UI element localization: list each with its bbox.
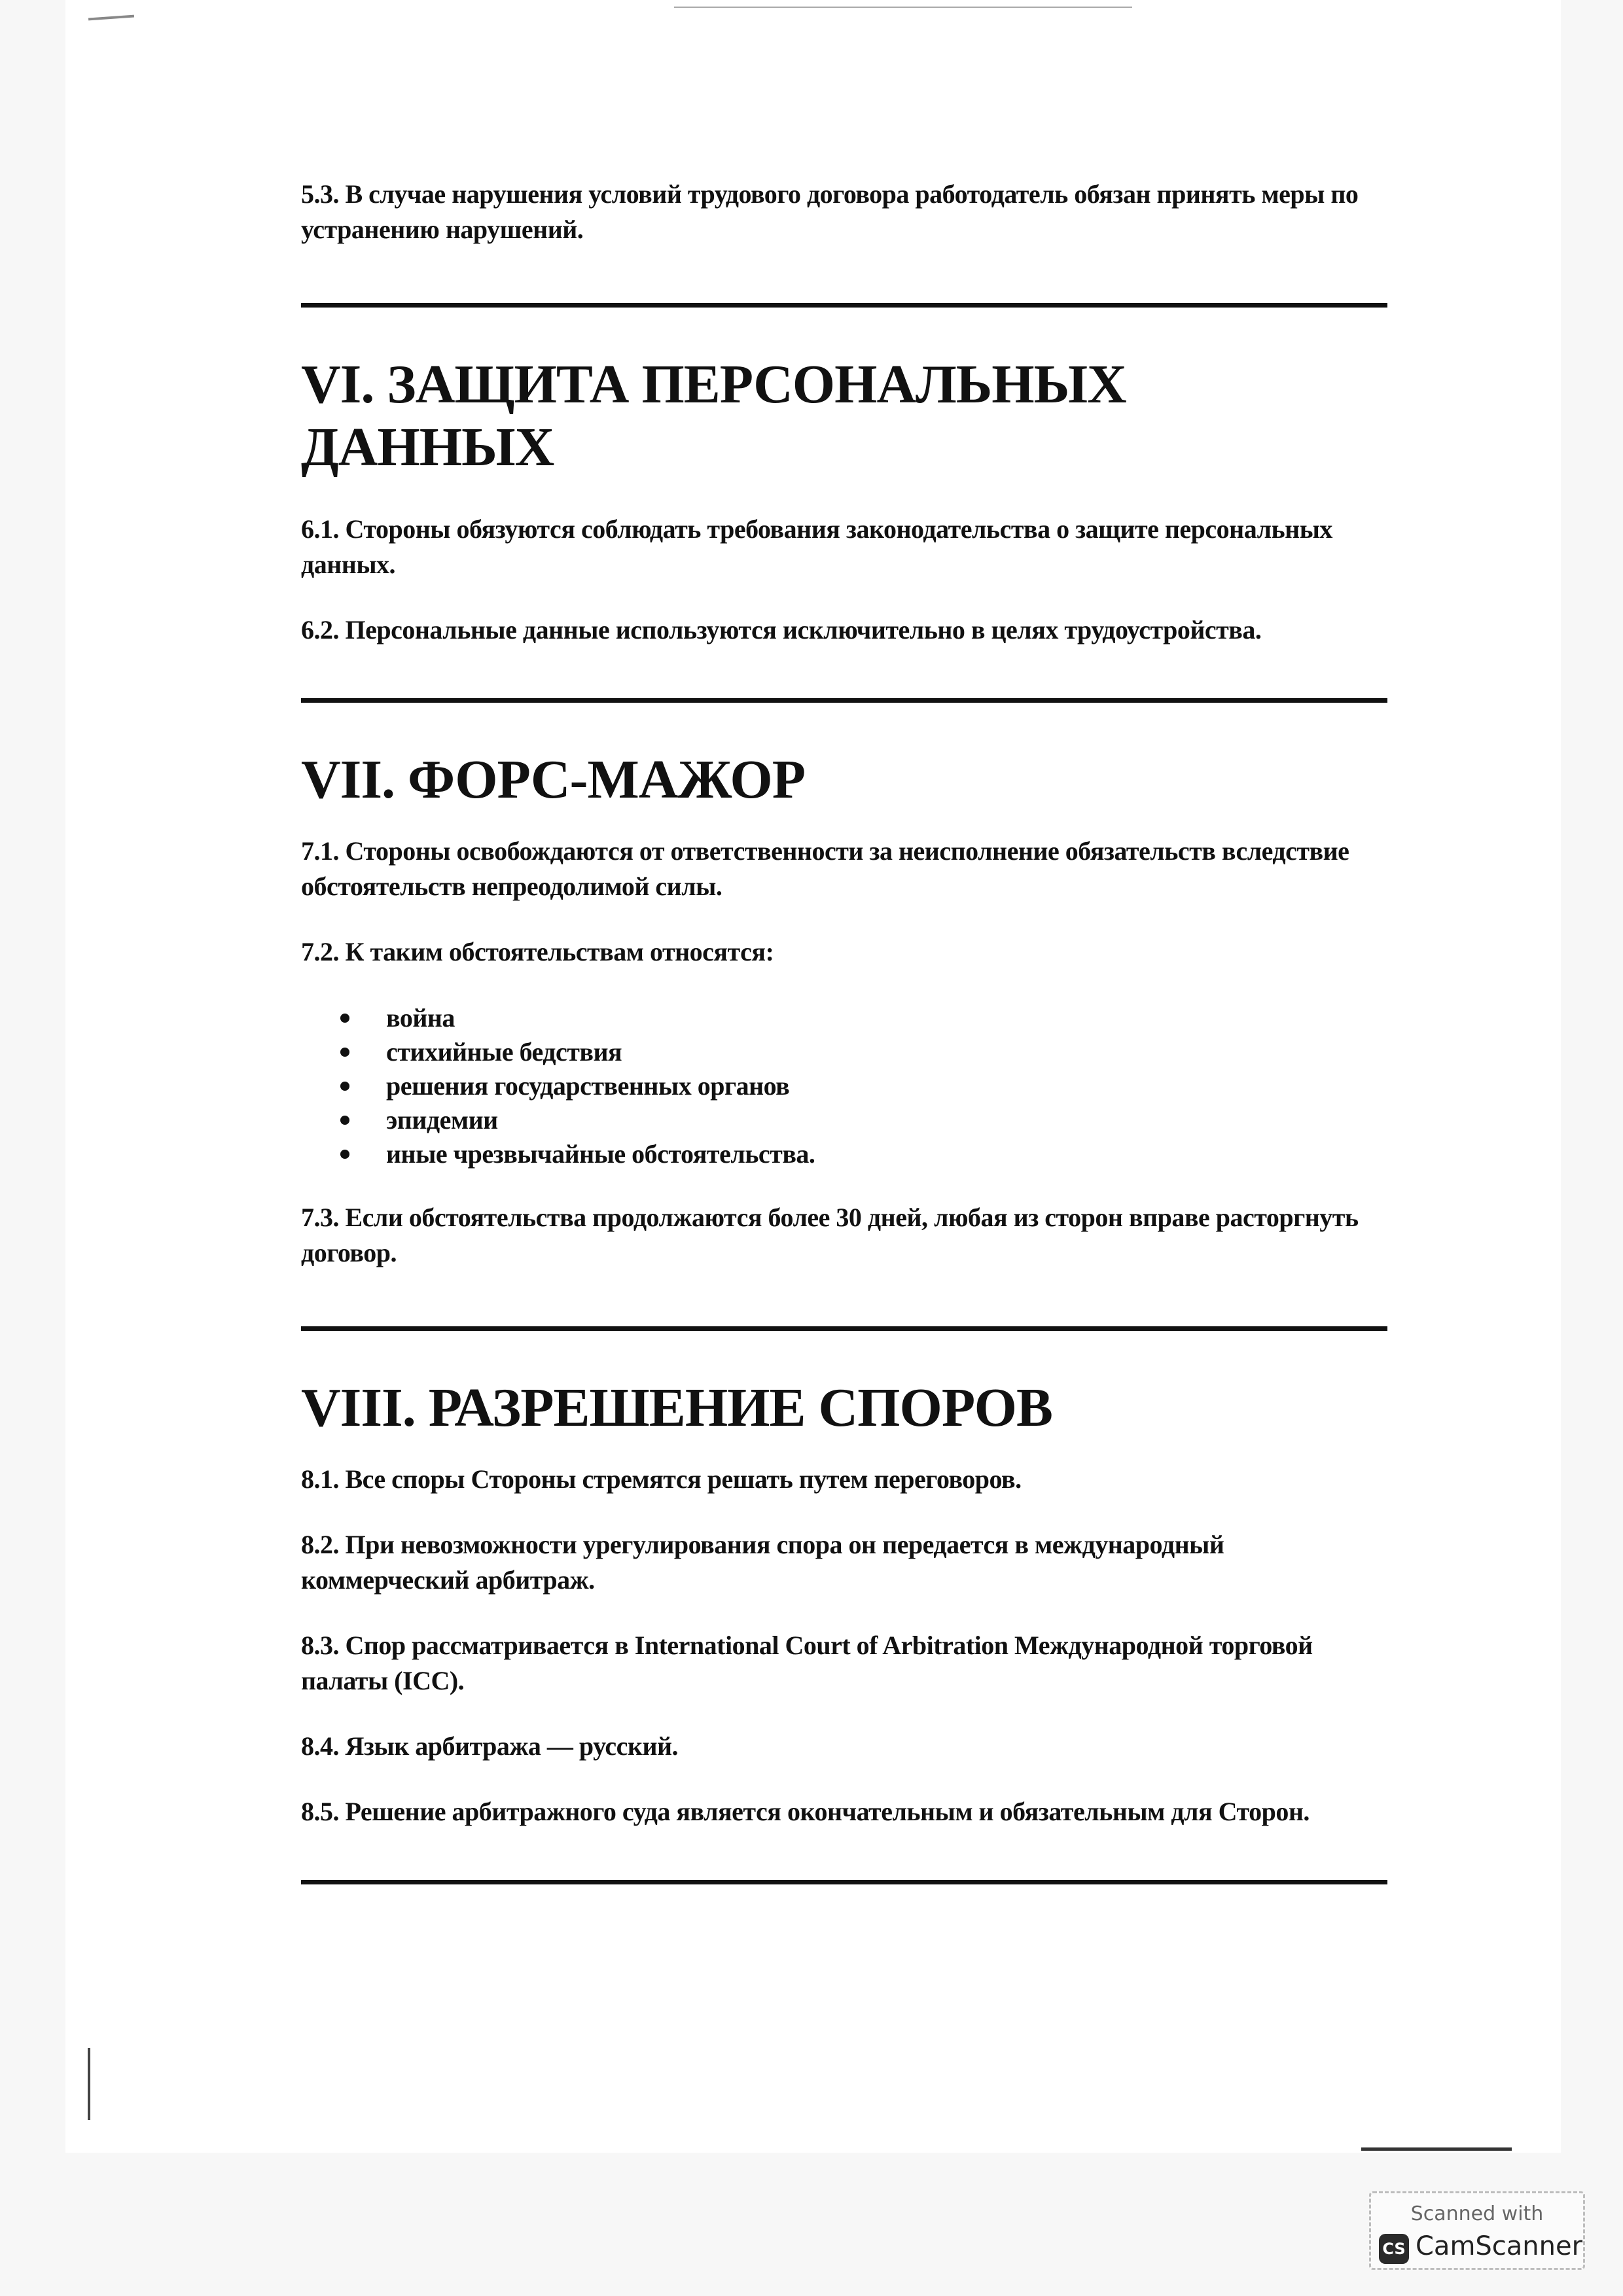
clause-number: 8.5.: [301, 1797, 339, 1826]
clause-text: Решение арбитражного суда является окончательным и обязательным для Сторон.: [345, 1797, 1310, 1826]
clause-number: 7.2.: [301, 937, 339, 966]
section-divider: [301, 698, 1387, 703]
clause-text: Все споры Стороны стремятся решать путем переговоров.: [345, 1464, 1022, 1494]
section-divider: [301, 1880, 1387, 1884]
list-item: война: [386, 1001, 1387, 1035]
paragraph-5-3: [301, 177, 1387, 247]
section-divider: [301, 1326, 1387, 1331]
clause-text: В случае нарушения условий трудового договора работодатель обязан принять меры по устранению нарушений.: [301, 179, 1359, 244]
clause-text: При невозможности урегулирования спора он передается в международный коммерческий арбитраж.: [301, 1530, 1224, 1595]
paragraph-8-1: [301, 1462, 1387, 1497]
paragraph-8-2: [301, 1527, 1387, 1598]
scan-artifact-bottom: [1361, 2147, 1512, 2151]
camscanner-watermark: [1369, 2191, 1585, 2270]
watermark-caption: Scanned with: [1410, 2202, 1544, 2225]
document-body: [301, 177, 1387, 1884]
watermark-brand: CamScanner: [1416, 2231, 1583, 2261]
clause-number: 5.3.: [301, 179, 339, 209]
scan-artifact-left: [88, 2048, 90, 2120]
clause-number: 6.2.: [301, 615, 339, 645]
bullet-icon: [340, 1048, 349, 1057]
paragraph-6-1: [301, 512, 1387, 582]
clause-text: Персональные данные используются исключительно в целях трудоустройства.: [345, 615, 1262, 645]
bullet-icon: [340, 1150, 349, 1159]
paragraph-8-4: [301, 1729, 1387, 1764]
force-majeure-list: [301, 1001, 1387, 1171]
clause-text: Спор рассматривается в International Court of Arbitration Международной торговой палаты (ICC).: [301, 1631, 1313, 1695]
clause-text: Если обстоятельства продолжаются более 30 дней, любая из сторон вправе расторгнуть договор.: [301, 1203, 1359, 1267]
bullet-icon: [340, 1014, 349, 1023]
clause-number: 8.4.: [301, 1731, 339, 1761]
clause-number: 6.1.: [301, 514, 339, 544]
list-item: решения государственных органов: [386, 1069, 1387, 1103]
list-item: эпидемии: [386, 1103, 1387, 1137]
clause-text: К таким обстоятельствам относятся:: [345, 937, 774, 966]
clause-number: 8.3.: [301, 1631, 339, 1660]
clause-text: Язык арбитража — русский.: [345, 1731, 679, 1761]
section-title-8: VIII. РАЗРЕШЕНИЕ СПОРОВ: [301, 1377, 1053, 1438]
clause-number: 7.3.: [301, 1203, 339, 1232]
section-title-7: VII. ФОРС-МАЖОР: [301, 749, 806, 810]
paragraph-7-2: [301, 934, 1387, 970]
list-item: иные чрезвычайные обстоятельства.: [386, 1137, 1387, 1171]
clause-text: Стороны обязуются соблюдать требования законодательства о защите персональных данных.: [301, 514, 1332, 579]
paragraph-8-3: [301, 1628, 1387, 1699]
bullet-icon: [340, 1116, 349, 1125]
paragraph-7-3: [301, 1200, 1387, 1271]
clause-number: 8.2.: [301, 1530, 339, 1559]
clause-text: Стороны освобождаются от ответственности за неисполнение обязательств вследствие обстоятельств непреодолимой силы.: [301, 836, 1349, 901]
scan-artifact-top-line: [674, 7, 1132, 8]
list-item: стихийные бедствия: [386, 1035, 1387, 1069]
paragraph-7-1: [301, 834, 1387, 904]
clause-number: 8.1.: [301, 1464, 339, 1494]
section-divider: [301, 303, 1387, 308]
bullet-icon: [340, 1082, 349, 1091]
clause-number: 7.1.: [301, 836, 339, 866]
paragraph-6-2: [301, 612, 1387, 648]
camscanner-logo-icon: CS: [1379, 2234, 1409, 2264]
section-title-6: VI. ЗАЩИТА ПЕРСОНАЛЬНЫХ ДАННЫХ: [301, 354, 1126, 478]
paragraph-8-5: [301, 1794, 1387, 1829]
